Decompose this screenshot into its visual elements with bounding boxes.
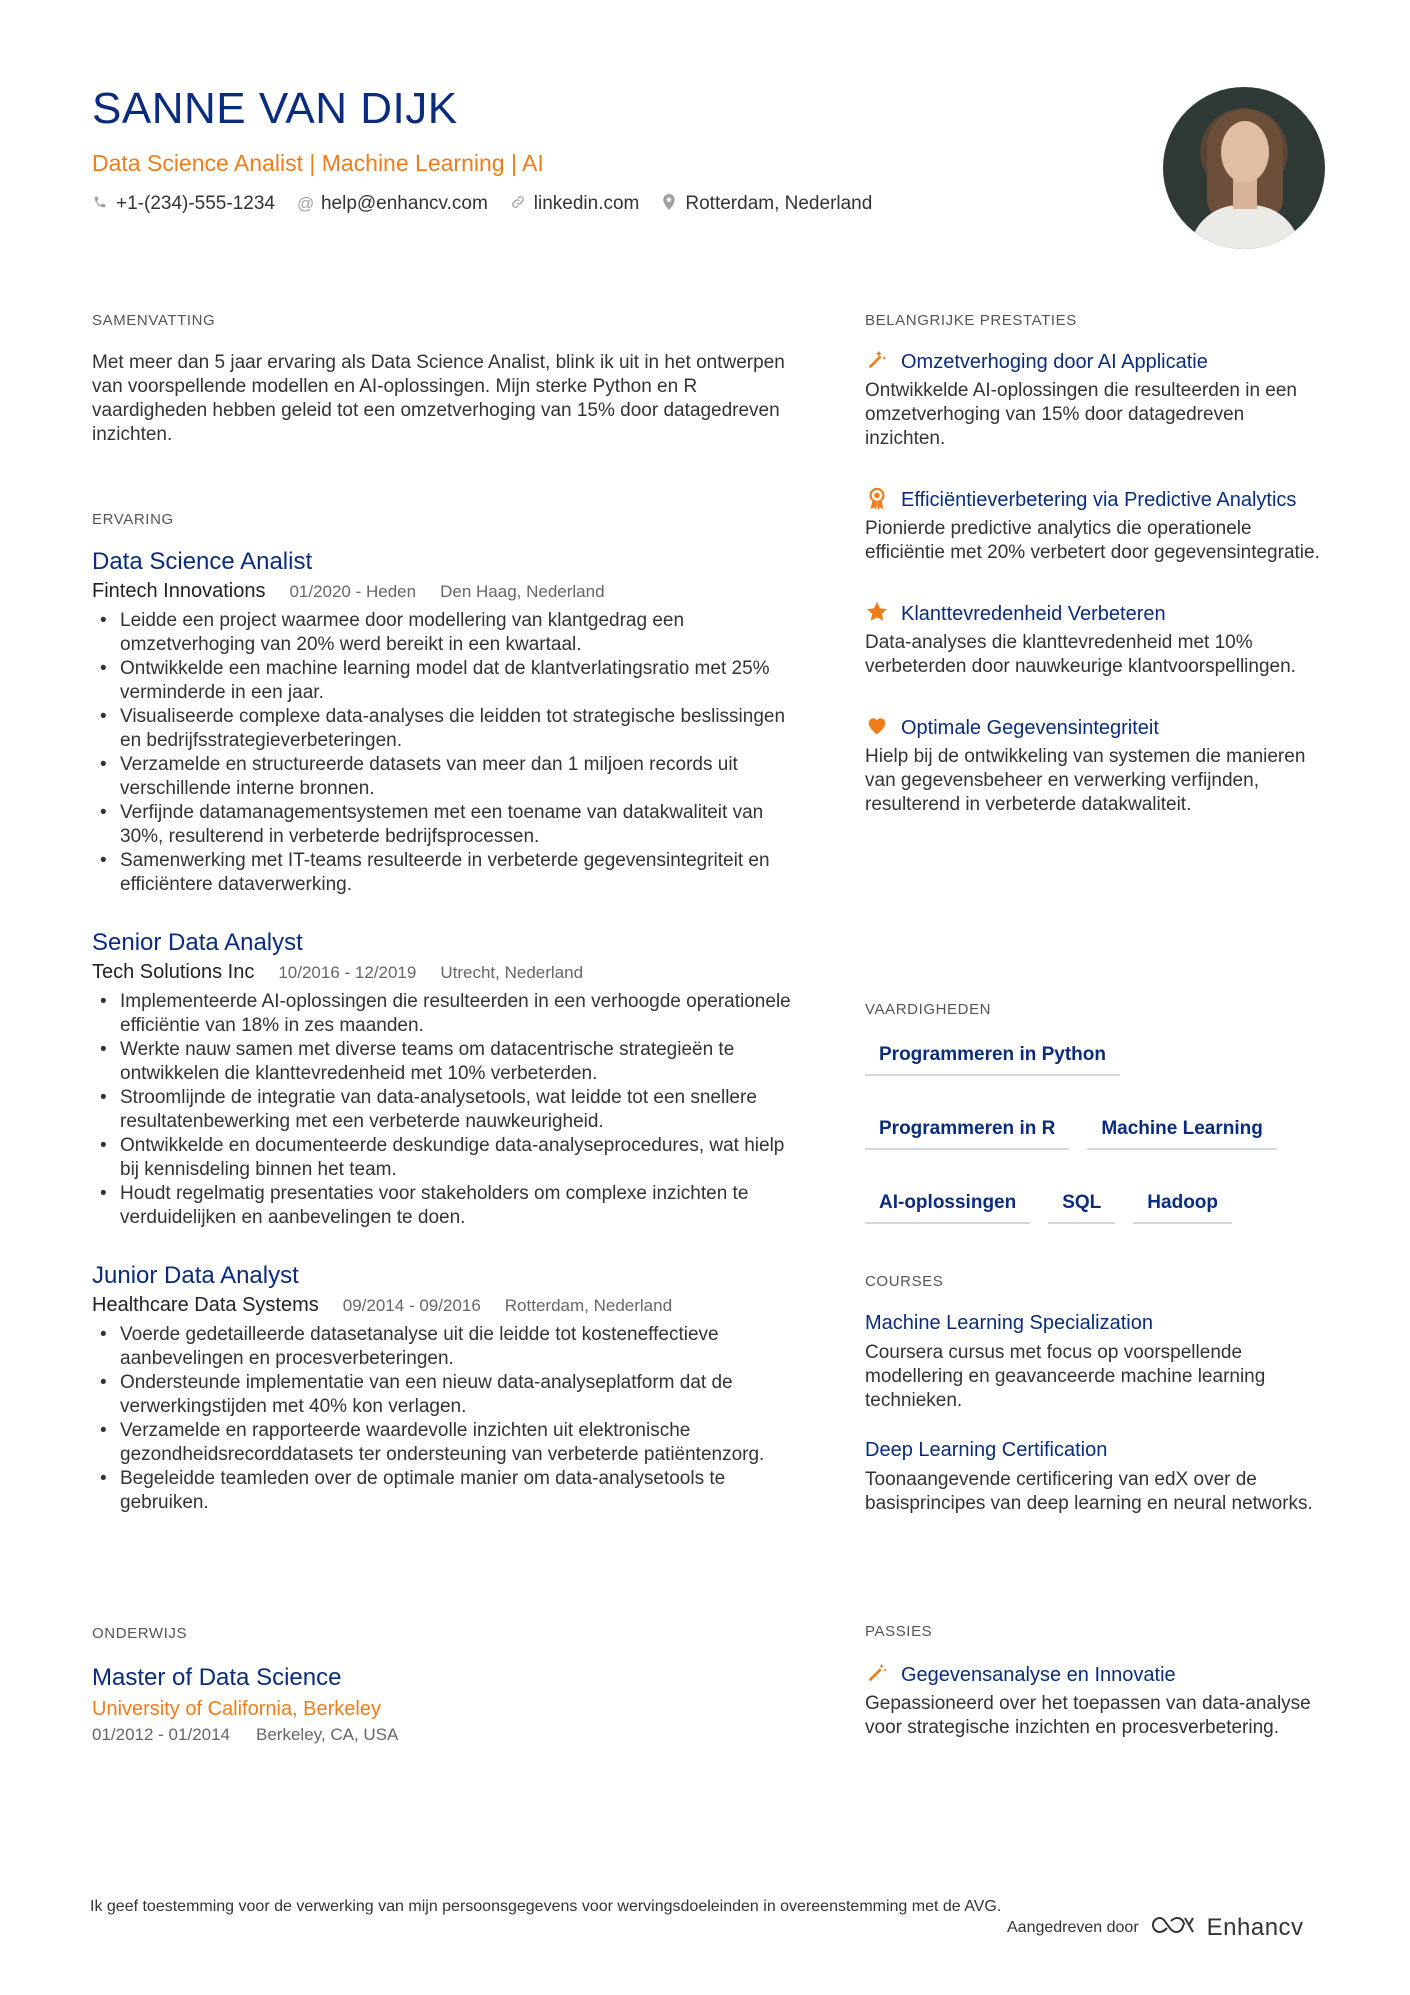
job-bullet: • Implementeerde AI-oplossingen die resulteerden in een verhoogde operationele efficiëntie van 18% in zes maanden. bbox=[92, 990, 792, 1038]
course-title: Deep Learning Certification bbox=[865, 1439, 1108, 1461]
at-icon: @ bbox=[296, 194, 315, 213]
job-dates: 09/2014 - 09/2016 bbox=[342, 1296, 481, 1315]
achievement-title: Efficiëntieverbetering via Predictive Analytics bbox=[901, 489, 1297, 511]
achievement-title: Omzetverhoging door AI Applicatie bbox=[901, 351, 1208, 373]
job-bullet: • Verzamelde en rapporteerde waardevolle inzichten uit elektronische gezondheidsrecorddatasets ter ondersteuning van verbeterde patiëntenzorg. bbox=[92, 1419, 792, 1467]
achievement-title: Klanttevredenheid Verbeteren bbox=[901, 603, 1166, 625]
skills-list bbox=[865, 1038, 1325, 1224]
education-dates: 01/2012 - 01/2014 bbox=[92, 1725, 231, 1744]
job-bullet: • Leidde een project waarmee door modellering van klantgedrag een omzetverhoging van 20% werd bereikt in een kwartaal. bbox=[92, 609, 792, 657]
achievement-item bbox=[865, 487, 1327, 565]
achievement-desc: Data-analyses die klanttevredenheid met 10% verbeterden door nauwkeurige klantvoorspellingen. bbox=[865, 632, 1296, 677]
job-bullet: • Houdt regelmatig presentaties voor stakeholders om complexe inzichten te verduidelijken en aanbevelingen te doen. bbox=[92, 1182, 792, 1230]
skill-tag: Machine Learning bbox=[1087, 1112, 1277, 1150]
job-dates: 01/2020 - Heden bbox=[289, 582, 417, 601]
courses-section bbox=[865, 1273, 1327, 1516]
award-icon bbox=[865, 487, 889, 511]
job-meta bbox=[92, 580, 792, 603]
job-title: Data Science Analist bbox=[92, 548, 313, 575]
heart-icon bbox=[865, 715, 889, 739]
contact-linkedin[interactable] bbox=[510, 193, 640, 215]
job-location: Utrecht, Nederland bbox=[440, 963, 584, 982]
job-bullet: • Stroomlijnde de integratie van data-analysetools, wat leidde tot een snellere resultatenbewerking met een verbeterde nauwkeurigheid. bbox=[92, 1086, 792, 1134]
achievement-item bbox=[865, 601, 1327, 679]
job-bullet: • Visualiseerde complexe data-analyses die leidden tot strategische beslissingen en bedrijfsstrategieverbeteringen. bbox=[92, 705, 792, 753]
achievements-heading: BELANGRIJKE PRESTATIES bbox=[865, 312, 1077, 329]
course-desc: Toonaangevende certificering van edX over de basisprincipes van deep learning en neural networks. bbox=[865, 1469, 1313, 1514]
skill-tag: Programmeren in Python bbox=[865, 1038, 1120, 1076]
education-heading: ONDERWIJS bbox=[92, 1625, 188, 1642]
job-bullet: • Ondersteunde implementatie van een nieuw data-analyseplatform dat de verwerkingstijden met 40% kon verlagen. bbox=[92, 1371, 792, 1419]
achievement-desc: Hielp bij de ontwikkeling van systemen die manieren van gegevensbeheer en verwerking verfijnden, resulterend in verbeterde datakwaliteit. bbox=[865, 746, 1306, 815]
job-bullet: • Ontwikkelde en documenteerde deskundige data-analyseprocedures, wat hielp bij kennisdeling binnen het team. bbox=[92, 1134, 792, 1182]
job-bullet: • Begeleidde teamleden over de optimale manier om data-analysetools te gebruiken. bbox=[92, 1467, 792, 1515]
job-meta bbox=[92, 1294, 792, 1317]
magic-wand-icon bbox=[865, 1662, 889, 1686]
job-entry bbox=[92, 929, 792, 1230]
skills-heading: VAARDIGHEDEN bbox=[865, 1001, 992, 1018]
job-bullet: • Samenwerking met IT-teams resulteerde in verbeterde gegevensintegriteit en efficiëntere dataverwerking. bbox=[92, 849, 792, 897]
courses-heading: COURSES bbox=[865, 1273, 944, 1290]
job-entry bbox=[92, 548, 792, 897]
skills-section bbox=[865, 1001, 1327, 1224]
skill-tag: Hadoop bbox=[1133, 1186, 1232, 1224]
consent-footer: Ik geef toestemming voor de verwerking van mijn persoonsgegevens voor wervingsdoeleinden in overeenstemming met de AVG. bbox=[90, 1898, 1002, 1915]
school-name: University of California, Berkeley bbox=[92, 1698, 381, 1720]
course-item bbox=[865, 1312, 1327, 1413]
job-location: Rotterdam, Nederland bbox=[504, 1296, 673, 1315]
job-title: Junior Data Analyst bbox=[92, 1262, 299, 1289]
contact-row bbox=[92, 193, 1092, 215]
course-desc: Coursera cursus met focus op voorspellende modellering en geavanceerde machine learning technieken. bbox=[865, 1342, 1266, 1411]
course-title: Machine Learning Specialization bbox=[865, 1312, 1153, 1334]
phone-icon bbox=[92, 194, 108, 214]
job-bullets bbox=[92, 1323, 792, 1515]
job-bullets bbox=[92, 609, 792, 897]
passion-title: Gegevensanalyse en Innovatie bbox=[901, 1664, 1176, 1686]
passion-desc: Gepassioneerd over het toepassen van data-analyse voor strategische inzichten en procesverbetering. bbox=[865, 1693, 1311, 1738]
job-bullet: • Verzamelde en structureerde datasets van meer dan 1 miljoen records uit verschillende interne bronnen. bbox=[92, 753, 792, 801]
candidate-name: SANNE VAN DIJK bbox=[92, 84, 458, 133]
job-bullets bbox=[92, 990, 792, 1230]
brand-name: Enhancv bbox=[1206, 1913, 1304, 1941]
achievement-item bbox=[865, 715, 1327, 817]
summary-text: Met meer dan 5 jaar ervaring als Data Science Analist, blink ik uit in het ontwerpen van voorspellende modellen en AI-oplossingen. Mijn sterke Python en R vaardigheden hebben geleid tot een omzetverhoging van 15% door datagedreven inzichten. bbox=[92, 352, 785, 445]
job-bullet: • Ontwikkelde een machine learning model dat de klantverlatingsratio met 25% verminderde in een jaar. bbox=[92, 657, 792, 705]
location-text: Rotterdam, Nederland bbox=[685, 193, 873, 214]
link-icon bbox=[510, 194, 526, 215]
summary-heading: SAMENVATTING bbox=[92, 312, 216, 329]
enhancv-logo-icon bbox=[1149, 1913, 1197, 1942]
phone-text: +1-(234)-555-1234 bbox=[116, 193, 275, 214]
profile-photo bbox=[1163, 87, 1325, 249]
candidate-title: Data Science Analist | Machine Learning | AI bbox=[92, 150, 544, 176]
experience-heading: ERVARING bbox=[92, 511, 174, 528]
header bbox=[92, 84, 1092, 215]
powered-by-label: Aangedreven door bbox=[1007, 1918, 1139, 1936]
passion-item bbox=[865, 1662, 1327, 1740]
star-icon bbox=[865, 601, 889, 625]
passions-section bbox=[865, 1623, 1327, 1740]
job-meta bbox=[92, 961, 792, 984]
job-location: Den Haag, Nederland bbox=[440, 582, 605, 601]
summary-section bbox=[92, 312, 792, 447]
job-bullet: • Werkte nauw samen met diverse teams om datacentrische strategieën te ontwikkelen die klanttevredenheid met 10% verbeterden. bbox=[92, 1038, 792, 1086]
skill-tag: Programmeren in R bbox=[865, 1112, 1069, 1150]
experience-section bbox=[92, 511, 792, 1515]
achievement-item bbox=[865, 349, 1327, 451]
achievement-title: Optimale Gegevensintegriteit bbox=[901, 717, 1159, 739]
degree-title: Master of Data Science bbox=[92, 1664, 342, 1691]
contact-phone bbox=[92, 193, 275, 215]
skill-tag: SQL bbox=[1048, 1186, 1115, 1224]
job-bullet: • Verfijnde datamanagementsystemen met een toename van datakwaliteit van 30%, resulterend in verbeterde bedrijfsprocessen. bbox=[92, 801, 792, 849]
achievements-section bbox=[865, 312, 1327, 817]
email-text: help@enhancv.com bbox=[320, 193, 488, 214]
skill-tag: AI-oplossingen bbox=[865, 1186, 1030, 1224]
contact-email[interactable] bbox=[297, 193, 488, 215]
achievement-desc: Pionierde predictive analytics die operationele efficiëntie met 20% verbetert door gegevensintegratie. bbox=[865, 518, 1320, 563]
job-bullet: • Voerde gedetailleerde datasetanalyse uit die leidde tot kosteneffectieve aanbevelingen en procesverbeteringen. bbox=[92, 1323, 792, 1371]
education-location: Berkeley, CA, USA bbox=[256, 1725, 399, 1744]
job-company: Healthcare Data Systems bbox=[92, 1294, 319, 1316]
education-section bbox=[92, 1625, 792, 1745]
passions-heading: PASSIES bbox=[865, 1623, 933, 1640]
job-title: Senior Data Analyst bbox=[92, 929, 303, 956]
magic-wand-icon bbox=[865, 349, 889, 373]
linkedin-text: linkedin.com bbox=[533, 193, 640, 214]
powered-by bbox=[1007, 1913, 1304, 1942]
job-dates: 10/2016 - 12/2019 bbox=[278, 963, 417, 982]
achievement-desc: Ontwikkelde AI-oplossingen die resulteerden in een omzetverhoging van 15% door datagedreven inzichten. bbox=[865, 380, 1297, 449]
course-item bbox=[865, 1439, 1327, 1516]
education-meta bbox=[92, 1725, 792, 1745]
contact-location bbox=[661, 193, 872, 215]
job-entry bbox=[92, 1262, 792, 1515]
job-company: Tech Solutions Inc bbox=[92, 961, 255, 983]
location-pin-icon bbox=[661, 194, 677, 215]
job-company: Fintech Innovations bbox=[92, 580, 266, 602]
